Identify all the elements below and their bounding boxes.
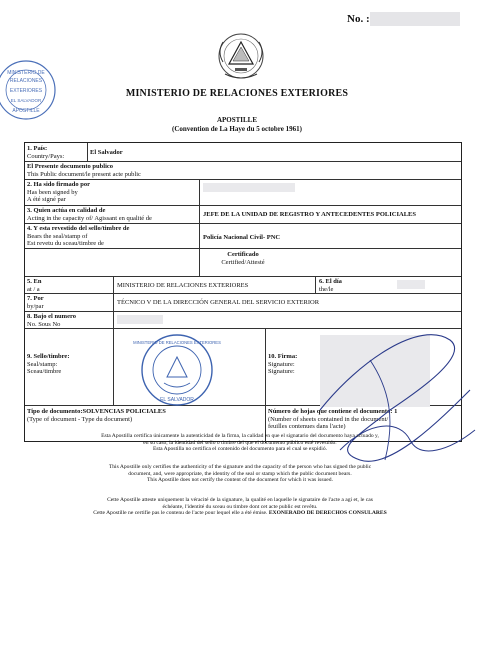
signed-by-value-redacted — [203, 183, 295, 192]
number-row-value-redacted — [117, 315, 163, 324]
seal-of-value: Policía Nacional Civil- PNC — [203, 234, 281, 241]
stamp-mid-line-1: MINISTERIO DE RELACIONES EXTERIORES — [133, 340, 221, 345]
by-value: TÉCNICO V DE LA DIRECCIÓN GENERAL DEL SERVICIO EXTERIOR — [117, 299, 320, 306]
acting-capacity-label: 3. Quien actúa en calidad de Acting in the capacity of/ Agissant en qualité de — [27, 207, 152, 222]
coat-of-arms-icon — [213, 32, 269, 84]
number-value-redacted — [370, 12, 460, 26]
country-value: El Salvador — [90, 149, 123, 156]
ministry-seal-icon — [133, 333, 221, 407]
day-value-redacted — [397, 280, 425, 289]
document-type-value: SOLVENCIAS POLICIALES — [82, 408, 166, 415]
at-value: MINISTERIO DE RELACIONES EXTERIORES — [117, 282, 249, 289]
footer-french: Cette Apostille atteste uniquement la véracité de la signature, la qualité en laquelle le signataire de l'acte a agi et, le cas échéante, l'identité du sceau ou timbre dont cet acte public est revêtu. Cette Apostille ne certifie pas le contenu de l'acte pour lequel elle a été émise. EXONERADO DE DERECHOS CONSULARES — [93, 497, 387, 517]
number-label: No. : — [347, 13, 370, 25]
signed-by-label: 2. Ha sido firmado por Has been signed by A été signé par — [27, 181, 91, 203]
ministry-seal-left-icon — [0, 58, 58, 122]
exonerado-note: EXONERADO DE DERECHOS CONSULARES — [268, 510, 387, 517]
by-label: 7. Por by/par — [27, 295, 44, 310]
handwritten-signature-icon — [300, 300, 480, 490]
sheet-count-value: 1 — [394, 408, 398, 415]
footer-english: This Apostille only certifies the authenticity of the signature and the capacity of the person who has signed the public document, and, were appropriate, the identity of the seal or stamp which the public document bears. This Apostille does not certify the content of the document for which it was issued. — [108, 464, 372, 484]
document-type: Tipo de documento:SOLVENCIAS POLICIALES (Type of document - Type du document) — [27, 408, 166, 423]
stamp-left-line-1: MINISTERIO DE — [7, 70, 45, 76]
apostille-heading: APOSTILLE — [216, 116, 258, 124]
stamp-mid-line-2: EL SALVADOR — [160, 397, 194, 403]
footer-spanish: Esta Apostilla certifica únicamente la autenticidad de la firma, la calidad en que el signatario del documento haya actuado y, en su caso, la identidad del sello o timbre del que el documento público esté revestido. Esta Apostilla no certifica el contenido del documento para el cual se expidió. — [101, 433, 379, 453]
stamp-left-line-4: EL SALVADOR — [10, 98, 42, 103]
acting-capacity-value: JEFE DE LA UNIDAD DE REGISTRO Y ANTECEDENTES POLICIALES — [203, 211, 416, 218]
present-document-label: El Presente documento publico This Public document/le present acte public — [27, 163, 141, 178]
seal-stamp-label: 9. Sello/timbre: Seal/stamp: Sceau/timbre — [27, 353, 70, 375]
stamp-left-line-3: EXTERIORES — [9, 88, 43, 94]
country-label: 1. País: Country/Pays: — [27, 145, 65, 160]
at-label: 5. En at / a — [27, 278, 42, 293]
seal-of-label: 4. Y esta revestido del sello/timbre de Bears the seal/stamp of Est revetu du sceau/timbre de — [27, 225, 130, 247]
day-label: 6. El día the/le — [319, 278, 342, 293]
number-row-label: 8. Bajo el numero No. Sous No — [27, 313, 76, 328]
stamp-left-line-2: RELACIONES — [9, 78, 43, 84]
stamp-left-line-5: APOSTILLE — [12, 108, 40, 114]
sheet-count: Número de hojas que contiene el documento: 1 (Number of sheets contained in the document/ feuilles contenues dans l'acte) — [268, 408, 398, 430]
apostille-convention: (Convention de La Haye du 5 octobre 1961) — [172, 125, 302, 133]
ministry-title: MINISTERIO DE RELACIONES EXTERIORES — [125, 88, 349, 99]
certified-heading: Certificado Certified/Attesté — [221, 251, 265, 266]
signature-label: 10. Firma: Signature: Signature: — [268, 353, 298, 375]
apostille-title — [0, 116, 474, 134]
